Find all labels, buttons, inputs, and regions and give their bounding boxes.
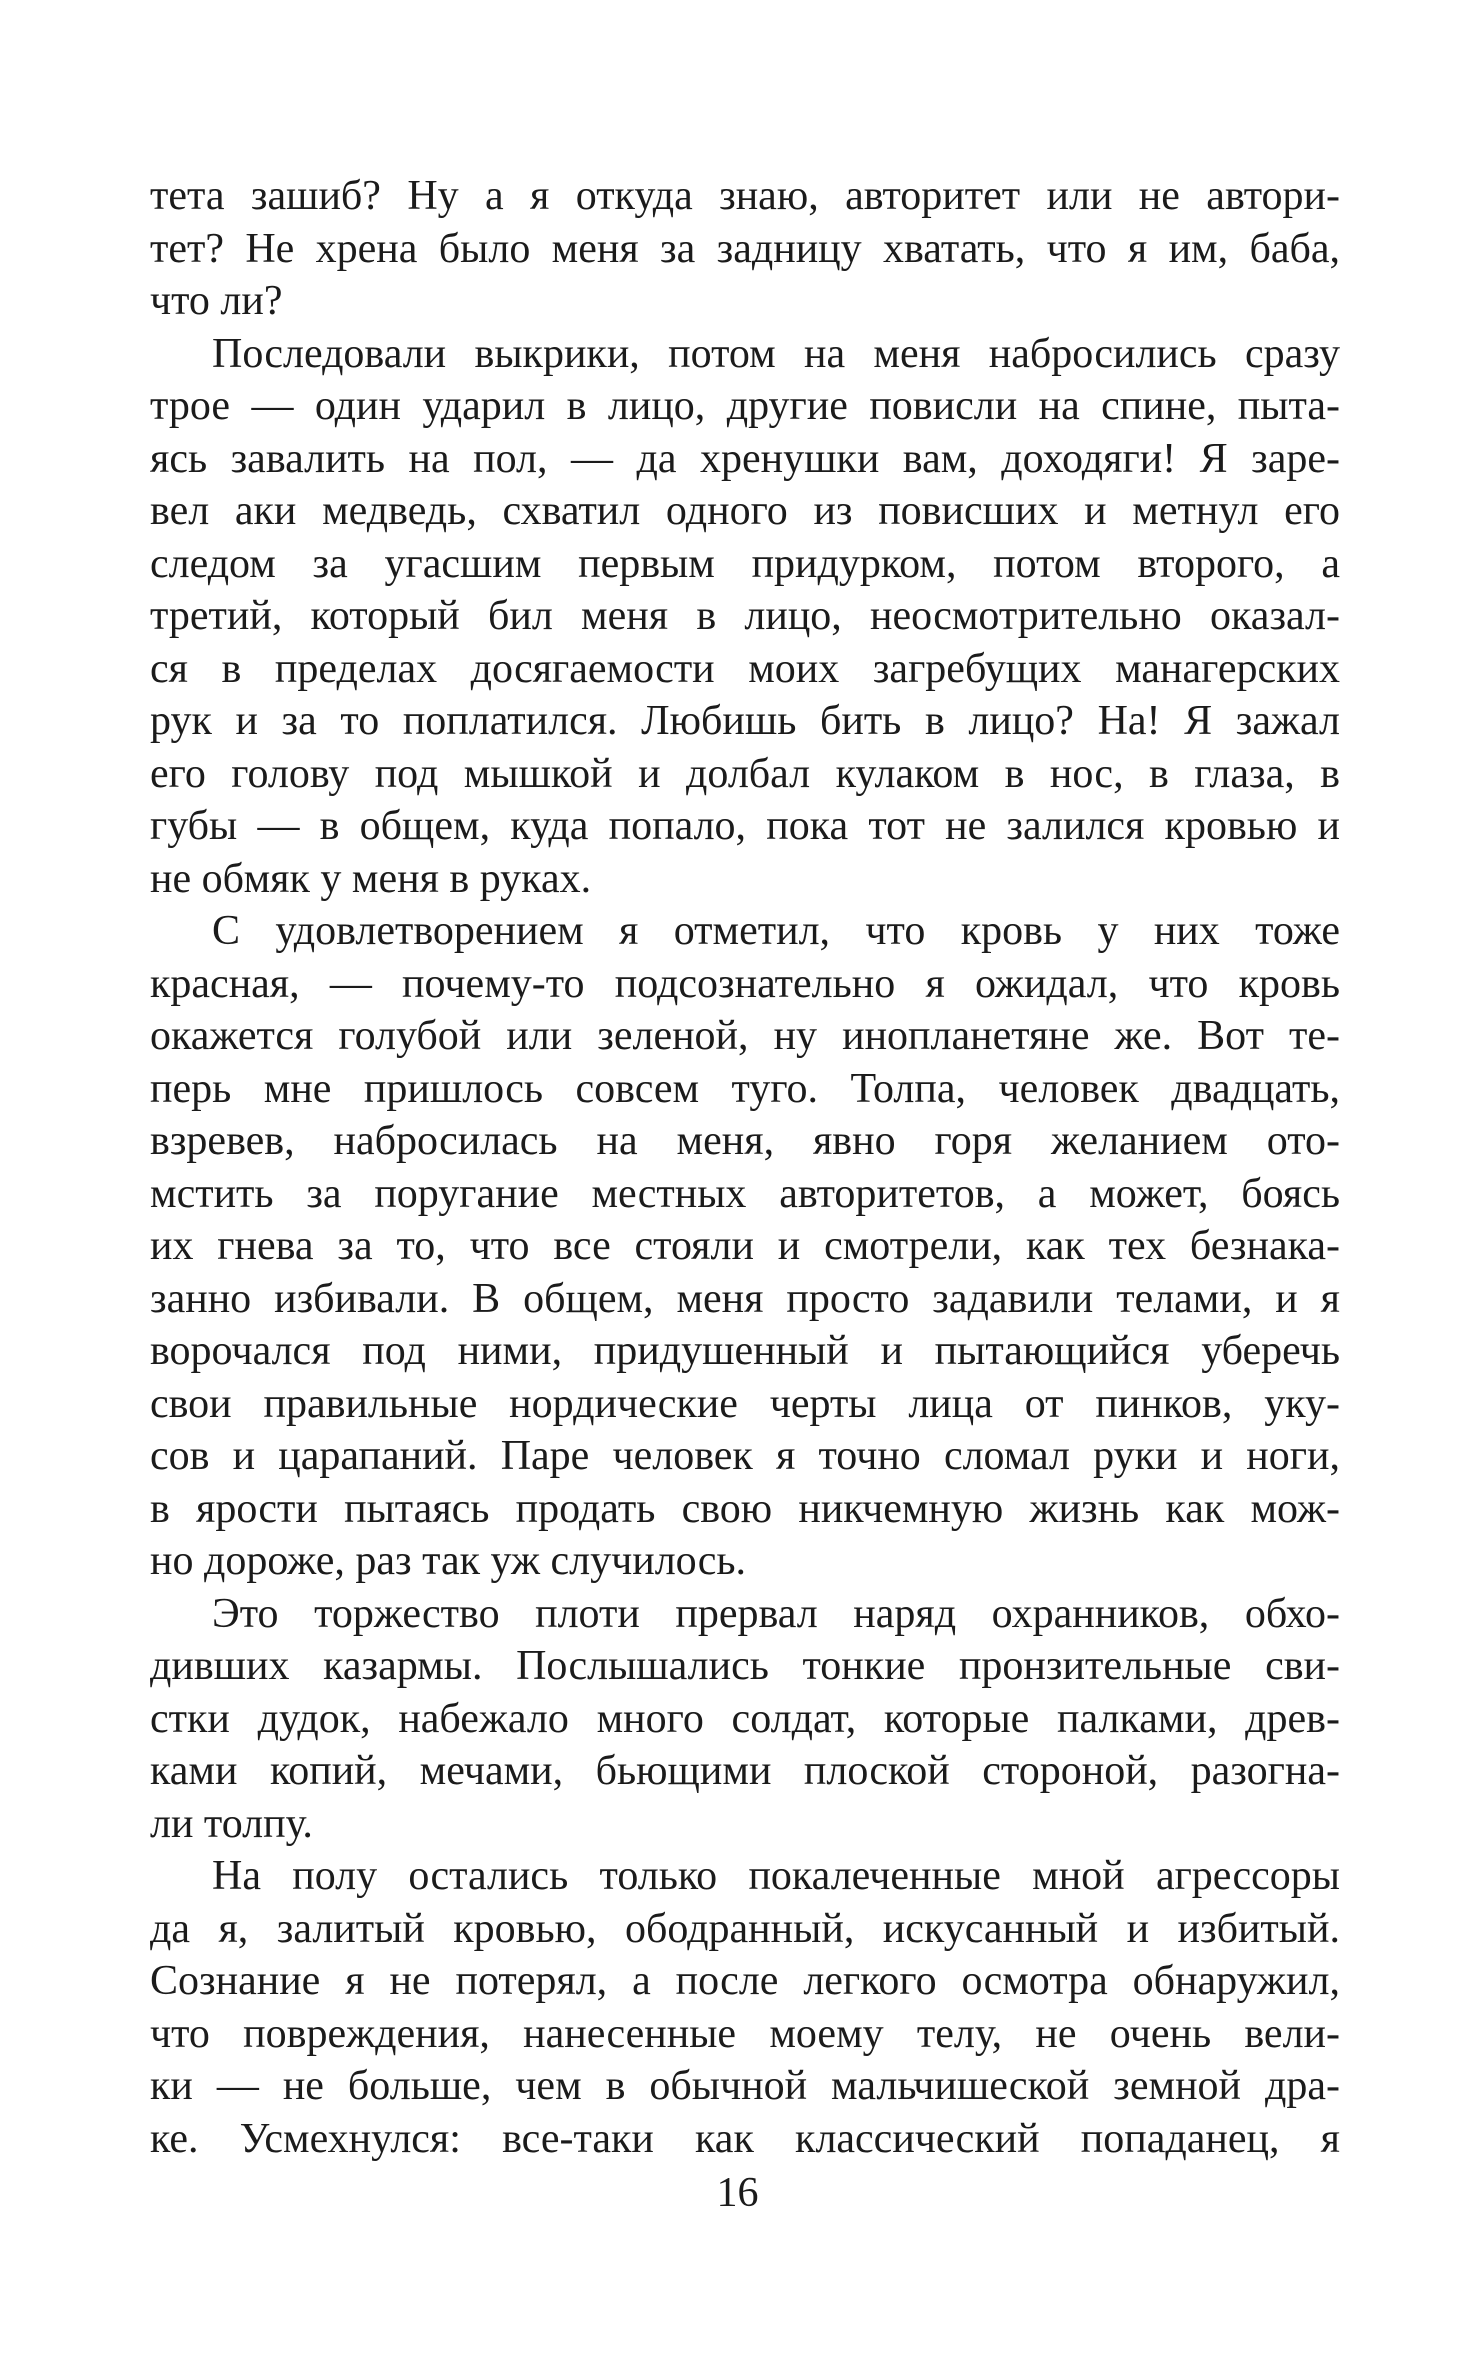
text-line: красная, — почему-то подсознательно я ожидал, что кровь: [150, 960, 1340, 1007]
text-line: перь мне пришлось совсем туго. Толпа, человек двадцать,: [150, 1065, 1340, 1112]
text-line: На полу остались только покалеченные мной агрессоры: [212, 1853, 1340, 1899]
text-line: ки — не больше, чем в обычной мальчишеской земной дра-: [150, 2063, 1340, 2109]
text-line: да я, залитый кровью, ободранный, искусанный и избитый.: [150, 1905, 1340, 1952]
text-line: ся в пределах досягаемости моих загребущих манагерских: [150, 645, 1340, 692]
text-line: его голову под мышкой и долбал кулаком в нос, в глаза, в: [150, 750, 1340, 797]
text-line: рук и за то поплатился. Любишь бить в лицо? На! Я зажал: [150, 698, 1340, 744]
text-line: что ли?: [150, 278, 283, 324]
text-line: стки дудок, набежало много солдат, которые палками, древ-: [150, 1695, 1340, 1742]
page-number: 16: [716, 2170, 759, 2216]
text-line: вел аки медведь, схватил одного из повисших и метнул его: [150, 488, 1340, 534]
text-line: ли толпу.: [150, 1800, 313, 1847]
text-line: трое — один ударил в лицо, другие повисли на спине, пыта-: [150, 383, 1340, 429]
page-text: [150, 170, 1340, 2165]
text-line: тета зашиб? Ну а я откуда знаю, авторитет или не автори-: [150, 173, 1340, 219]
text-line: губы — в общем, куда попало, пока тот не залился кровью и: [150, 803, 1340, 849]
text-line: но дороже, раз так уж случилось.: [150, 1538, 747, 1584]
text-line: что повреждения, нанесенные моему телу, не очень вели-: [150, 2010, 1340, 2057]
text-line: занно избивали. В общем, меня просто задавили телами, и я: [150, 1275, 1340, 1322]
text-line: не обмяк у меня в руках.: [150, 855, 592, 902]
text-line: дивших казармы. Послышались тонкие пронзительные сви-: [150, 1643, 1340, 1689]
text-line: следом за угасшим первым придурком, потом второго, а: [150, 540, 1340, 587]
text-line: Сознание я не потерял, а после легкого осмотра обнаружил,: [150, 1958, 1340, 2004]
text-line: С удовлетворением я отметил, что кровь у них тоже: [212, 908, 1340, 954]
text-line: их гнева за то, что все стояли и смотрели, как тех безнака-: [150, 1223, 1340, 1269]
text-line: окажется голубой или зеленой, ну инопланетяне же. Вот те-: [150, 1013, 1340, 1059]
text-line: третий, который бил меня в лицо, неосмотрительно оказал-: [150, 593, 1340, 639]
text-line: ворочался под ними, придушенный и пытающийся уберечь: [150, 1328, 1340, 1374]
text-line: ясь завалить на пол, — да хренушки вам, доходяги! Я заре-: [150, 435, 1340, 482]
text-line: ками копий, мечами, бьющими плоской стороной, разогна-: [150, 1748, 1340, 1794]
text-line: ке. Усмехнулся: все-таки как классический попаданец, я: [150, 2115, 1340, 2162]
text-line: тет? Не хрена было меня за задницу хватать, что я им, баба,: [150, 225, 1340, 272]
text-line: взревев, набросилась на меня, явно горя желанием ото-: [150, 1118, 1340, 1164]
text-line: свои правильные нордические черты лица от пинков, уку-: [150, 1380, 1340, 1427]
text-line: сов и царапаний. Паре человек я точно сломал руки и ноги,: [150, 1433, 1340, 1479]
text-line: в ярости пытаясь продать свою никчемную жизнь как мож-: [150, 1485, 1340, 1532]
text-line: Последовали выкрики, потом на меня набросились сразу: [212, 330, 1340, 377]
text-line: Это торжество плоти прервал наряд охранников, обхо-: [212, 1590, 1340, 1637]
text-line: мстить за поругание местных авторитетов, а может, боясь: [150, 1170, 1340, 1217]
